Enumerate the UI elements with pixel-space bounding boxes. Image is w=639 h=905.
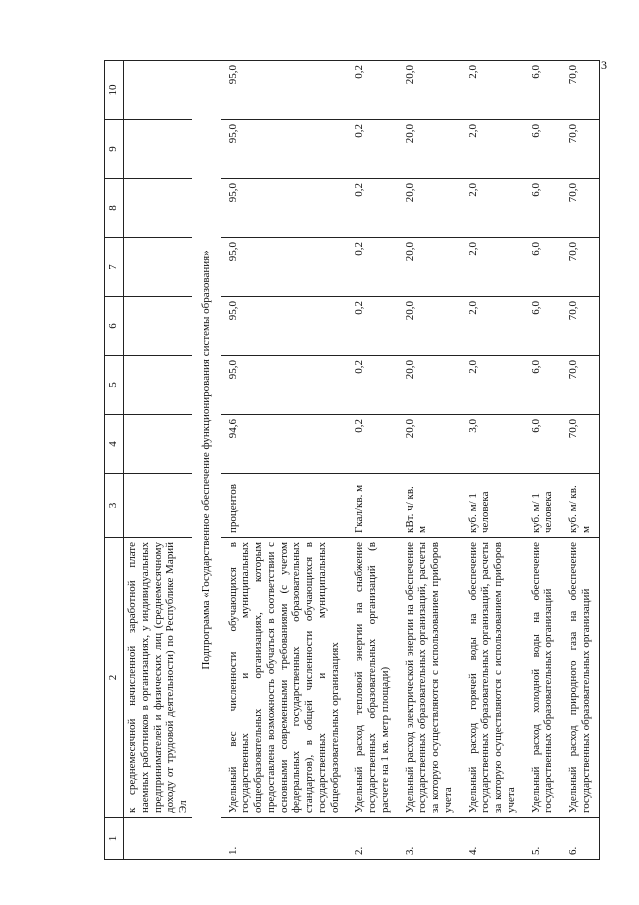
value-cell: 20,0 — [398, 238, 461, 297]
value-cell — [124, 415, 192, 474]
value-cell: 70,0 — [561, 415, 599, 474]
unit-cell: куб. м/ 1 человека — [461, 474, 524, 538]
value-cell — [124, 179, 192, 238]
value-cell: 2,0 — [461, 61, 524, 120]
value-cell: 95,0 — [221, 356, 348, 415]
column-header: 10 — [105, 61, 124, 120]
value-cell: 95,0 — [221, 61, 348, 120]
indicator-text: Удельный расход горячей воды на обеспечение государственных образовательных организаций, расчеты за которую осуществляются с использованием приборов учета — [461, 538, 524, 818]
value-cell: 20,0 — [398, 297, 461, 356]
value-cell: 6,0 — [524, 356, 562, 415]
value-cell: 6,0 — [524, 297, 562, 356]
value-cell — [124, 61, 192, 120]
unit-cell: Гкал/кв. м — [347, 474, 397, 538]
row-number: 1. — [221, 818, 348, 860]
column-header: 1 — [105, 818, 124, 860]
continuation-row — [124, 61, 192, 860]
value-cell: 6,0 — [524, 238, 562, 297]
table-row — [561, 61, 599, 860]
column-header: 6 — [105, 297, 124, 356]
unit-cell: куб. м/ кв. м — [561, 474, 599, 538]
table-row — [461, 61, 524, 860]
value-cell — [124, 238, 192, 297]
indicator-text: Удельный расход природного газа на обеспечение государственных образовательных организаций — [561, 538, 599, 818]
column-header: 5 — [105, 356, 124, 415]
indicator-text: к среднемесячной начисленной заработной плате наемных работников в организациях, у индивидуальных предпринимателей и физических лиц (среднемесячному доходу от трудовой деятельности) по Республике Марий Эл — [124, 538, 192, 818]
value-cell: 20,0 — [398, 61, 461, 120]
value-cell: 6,0 — [524, 120, 562, 179]
value-cell: 20,0 — [398, 415, 461, 474]
value-cell: 95,0 — [221, 297, 348, 356]
row-number: 2. — [347, 818, 397, 860]
value-cell: 6,0 — [524, 61, 562, 120]
value-cell: 70,0 — [561, 238, 599, 297]
column-header: 9 — [105, 120, 124, 179]
value-cell: 20,0 — [398, 179, 461, 238]
row-number: 6. — [561, 818, 599, 860]
table-row — [524, 61, 562, 860]
value-cell: 0,2 — [347, 120, 397, 179]
value-cell — [124, 297, 192, 356]
unit-cell: куб. м/ 1 человека — [524, 474, 562, 538]
row-number — [124, 818, 192, 860]
indicator-text: Удельный вес численности обучающихся в государственных и муниципальных общеобразовательных организациях, которым предоставлена возможность обучаться в соответствии с основными современными требованиями (с учетом федеральных государственных образовательных стандартов), в общей численности обучающихся в государственных и муниципальных общеобразовательных организациях — [221, 538, 348, 818]
indicator-text: Удельный расход холодной воды на обеспечение государственных образовательных организаций — [524, 538, 562, 818]
column-header: 4 — [105, 415, 124, 474]
table-row — [347, 61, 397, 860]
unit-cell: процентов — [221, 474, 348, 538]
subprogram-title: Подпрограмма «Государственное обеспечение функционирования системы образования» — [192, 61, 221, 860]
value-cell: 6,0 — [524, 179, 562, 238]
value-cell: 94,6 — [221, 415, 348, 474]
value-cell: 70,0 — [561, 356, 599, 415]
value-cell: 70,0 — [561, 297, 599, 356]
subprogram-title-row — [192, 61, 221, 860]
table-row — [221, 61, 348, 860]
value-cell: 20,0 — [398, 356, 461, 415]
value-cell: 0,2 — [347, 179, 397, 238]
value-cell: 70,0 — [561, 179, 599, 238]
value-cell — [124, 120, 192, 179]
value-cell: 70,0 — [561, 120, 599, 179]
column-header: 8 — [105, 179, 124, 238]
indicator-text: Удельный расход тепловой энергии на снабжение государственных образовательных организаций (в расчете на 1 кв. метр площади) — [347, 538, 397, 818]
value-cell: 0,2 — [347, 61, 397, 120]
row-number: 3. — [398, 818, 461, 860]
value-cell: 0,2 — [347, 356, 397, 415]
value-cell: 95,0 — [221, 120, 348, 179]
value-cell: 2,0 — [461, 120, 524, 179]
column-header: 2 — [105, 538, 124, 818]
value-cell: 0,2 — [347, 297, 397, 356]
value-cell: 95,0 — [221, 179, 348, 238]
value-cell: 95,0 — [221, 238, 348, 297]
value-cell: 2,0 — [461, 356, 524, 415]
table-row — [398, 61, 461, 860]
rotated-table-container — [104, 60, 604, 860]
row-number: 5. — [524, 818, 562, 860]
value-cell: 2,0 — [461, 179, 524, 238]
value-cell: 0,2 — [347, 238, 397, 297]
indicator-text: Удельный расход электрической энергии на обеспечение государственных образовательных организаций, расчеты за которую осуществляются с использованием приборов учета — [398, 538, 461, 818]
value-cell: 3,0 — [461, 415, 524, 474]
value-cell: 2,0 — [461, 297, 524, 356]
value-cell: 6,0 — [524, 415, 562, 474]
row-number: 4. — [461, 818, 524, 860]
value-cell — [124, 356, 192, 415]
column-header: 3 — [105, 474, 124, 538]
unit-cell: кВт. ч/ кв. м — [398, 474, 461, 538]
value-cell: 0,2 — [347, 415, 397, 474]
value-cell: 2,0 — [461, 238, 524, 297]
unit-cell — [124, 474, 192, 538]
indicators-table — [104, 60, 600, 860]
value-cell: 70,0 — [561, 61, 599, 120]
page-number: 3 — [601, 58, 607, 72]
column-header: 7 — [105, 238, 124, 297]
column-number-row — [105, 61, 124, 860]
value-cell: 20,0 — [398, 120, 461, 179]
